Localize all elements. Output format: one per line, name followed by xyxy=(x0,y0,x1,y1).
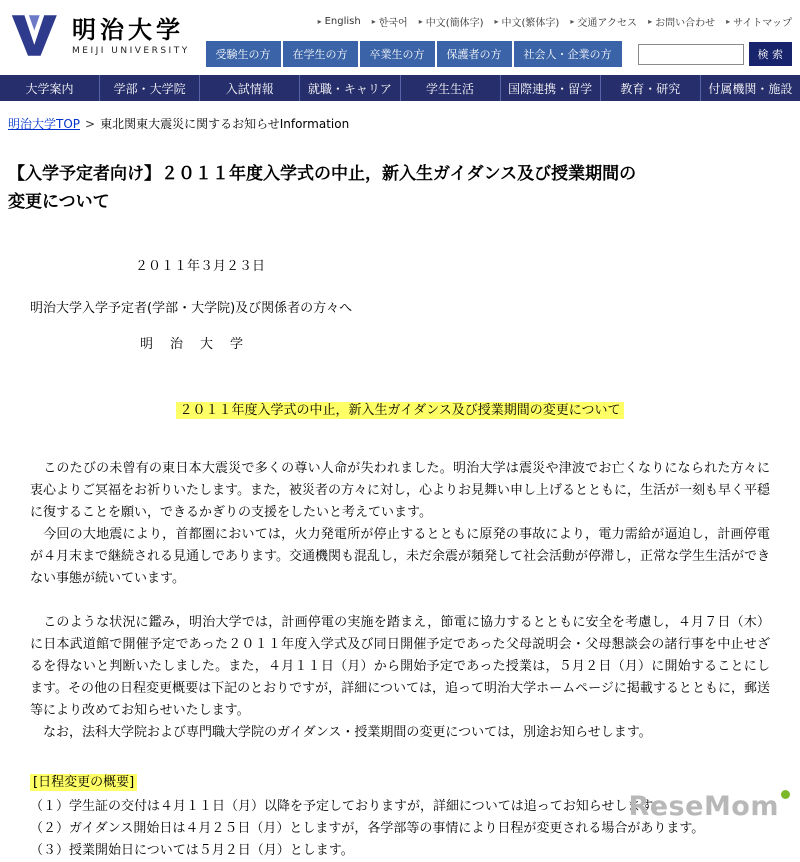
header-right xyxy=(206,6,793,67)
nav-item-about[interactable]: 大学案内 xyxy=(25,81,74,96)
tab-prospective-students[interactable]: 受験生の方 xyxy=(206,41,281,67)
tab-business[interactable]: 社会人・企業の方 xyxy=(514,41,622,67)
article-date: ２０１１年３月２３日 xyxy=(135,258,266,274)
top-link-chinese-simplified[interactable] xyxy=(419,14,484,29)
top-link-access[interactable] xyxy=(570,14,637,29)
paragraph: 今回の大地震により，首都圏においては，火力発電所が停止するとともに原発の事故により，電力需給が逼迫し，計画停電が４月末まで継続される見通しであります。交通機関も混乱し，未だ余震が頻発して社会活動が停滞し，正常な学生生活ができない事態が続いています。 xyxy=(30,526,770,586)
top-link-label: サイトマップ xyxy=(733,18,792,29)
paragraph: なお，法科大学院および専門職大学院のガイダンス・授業期間の変更については，別途お知らせします。 xyxy=(30,724,652,740)
meiji-logo-text xyxy=(72,17,190,56)
nav-item-career[interactable]: 就職・キャリア xyxy=(299,75,399,101)
utility-links xyxy=(318,14,792,29)
header-row2 xyxy=(206,41,793,67)
global-nav xyxy=(0,75,800,101)
article-paragraphs xyxy=(30,458,770,744)
meiji-logo[interactable] xyxy=(10,6,190,67)
top-link-contact[interactable] xyxy=(648,14,715,29)
breadcrumb-current: 東北関東大震災に関するお知らせInformation xyxy=(100,117,350,131)
arrow-right-icon: ▸ xyxy=(726,17,731,26)
resemom-watermark xyxy=(628,790,790,822)
audience-tabs xyxy=(206,41,622,67)
top-link-label: 中文(簡体字) xyxy=(425,18,484,29)
nav-item-admissions[interactable]: 入試情報 xyxy=(199,75,299,101)
top-link-sitemap[interactable] xyxy=(726,14,792,29)
top-link-chinese-traditional[interactable] xyxy=(495,14,560,29)
schedule-item: （３）授業開始日については５月２日（月）とします。 xyxy=(30,842,354,858)
highlighted-title-wrap xyxy=(30,400,770,422)
paragraph: このたびの未曾有の東日本大震災で多くの尊い人命が失われました。明治大学は震災や津波でお亡くなりになられた方々に衷心よりご冥福をお祈りいたします。また，被災者の方々に対し，心よりお見舞い申し上げるとともに，生活が一刻も早く平穏に復することを願い，できるかぎりの支援をしたいと考えています。 xyxy=(30,460,770,520)
search-input[interactable] xyxy=(638,44,744,65)
article-addressee: 明治大学入学予定者(学部・大学院)及び関係者の方々へ xyxy=(30,300,353,316)
nav-item-facilities[interactable]: 付属機関・施設 xyxy=(700,75,800,101)
nav-item-research[interactable]: 教育・研究 xyxy=(600,75,700,101)
resemom-watermark-text: ReseMom xyxy=(628,791,779,822)
breadcrumb-home-link[interactable]: 明治大学TOP xyxy=(8,117,81,131)
highlighted-title: ２０１１年度入学式の中止，新入生ガイダンス及び授業期間の変更について xyxy=(176,402,623,419)
search-button[interactable]: 検 索 xyxy=(749,42,793,66)
arrow-right-icon: ▸ xyxy=(418,17,423,26)
nav-item-international[interactable]: 国際連携・留学 xyxy=(500,75,600,101)
article-body xyxy=(0,256,800,862)
tab-parents[interactable]: 保護者の方 xyxy=(437,41,512,67)
schedule-heading: [日程変更の概要] xyxy=(30,774,137,791)
top-link-label: 한국어 xyxy=(378,18,408,29)
schedule-item: （１）学生証の交付は４月１１日（月）以降を予定しておりますが，詳細については追ってお知らせします。 xyxy=(30,798,666,814)
tab-current-students[interactable]: 在学生の方 xyxy=(283,41,358,67)
tab-alumni[interactable]: 卒業生の方 xyxy=(360,41,435,67)
breadcrumb-separator: > xyxy=(85,117,96,131)
top-link-label: English xyxy=(324,16,361,27)
top-link-label: 中文(繁体字) xyxy=(501,18,560,29)
paragraph: このような状況に鑑み，明治大学では，計画停電の実施を踏まえ，節電に協力するとともに安全を考慮し，４月７日（木）に日本武道館で開催予定であった２０１１年度入学式及び同日開催予定であった父母説明会・父母懇談会の諸行事を中止せざるを得ないと判断いたしました。また，４月１１日（月）から開始予定であった授業は，５月２日（月）に開始することにします。その他の日程変更概要は下記のとおりですが，詳細については，追って明治大学ホームページに掲載するとともに，郵送等により改めてお知らせいたします。 xyxy=(30,614,770,718)
meiji-logo-icon xyxy=(10,11,64,63)
resemom-logo-dot-icon xyxy=(781,790,790,799)
logo-title-jp: 明治大学 xyxy=(72,15,184,44)
nav-item-schools[interactable]: 学部・大学院 xyxy=(99,75,199,101)
schedule-item: （２）ガイダンス開始日は４月２５日（月）としますが，各学部等の事情により日程が変更される場合があります。 xyxy=(30,820,705,836)
top-link-english[interactable] xyxy=(318,14,361,29)
logo-title-en: MEIJI UNIVERSITY xyxy=(72,46,190,57)
arrow-right-icon: ▸ xyxy=(570,17,575,26)
top-link-label: 交通アクセス xyxy=(577,18,638,29)
arrow-right-icon: ▸ xyxy=(371,17,376,26)
breadcrumb xyxy=(0,101,800,140)
top-link-label: お問い合わせ xyxy=(655,18,716,29)
arrow-right-icon: ▸ xyxy=(648,17,653,26)
arrow-right-icon: ▸ xyxy=(317,17,322,26)
page-title: 【入学予定者向け】２０１１年度入学式の中止，新入生ガイダンス及び授業期間の変更について xyxy=(8,164,637,212)
search-box xyxy=(638,42,793,66)
nav-item-student-life[interactable]: 学生生活 xyxy=(400,75,500,101)
arrow-right-icon: ▸ xyxy=(494,17,499,26)
article-signature: 明 治 大 学 xyxy=(140,336,246,352)
site-header xyxy=(0,0,800,75)
top-link-korean[interactable] xyxy=(372,14,408,29)
